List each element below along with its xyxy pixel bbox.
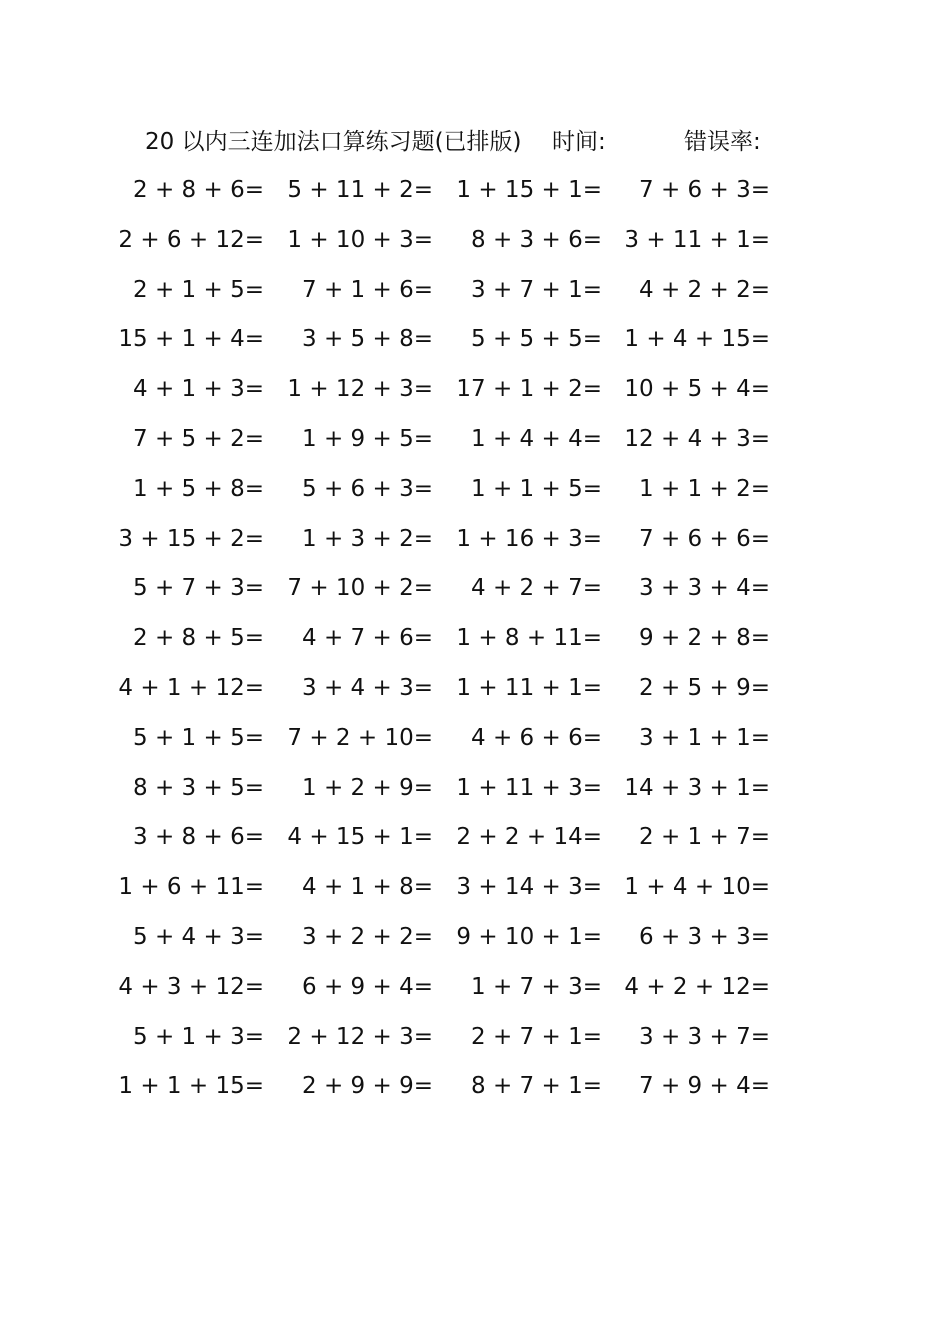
problem-cell: 4 + 1 + 12= (118, 674, 264, 701)
problem-cell: 10 + 5 + 4= (624, 376, 770, 403)
problem-cell: 7 + 2 + 10= (287, 724, 433, 751)
problem-cell: 3 + 3 + 7= (639, 1023, 770, 1050)
problem-cell: 1 + 1 + 2= (639, 475, 770, 502)
problem-cell: 1 + 6 + 11= (118, 874, 264, 901)
problem-row (0, 913, 950, 963)
problem-cell: 5 + 1 + 3= (133, 1023, 264, 1050)
problem-cell: 2 + 1 + 5= (133, 276, 264, 303)
time-label: 时间: (552, 129, 606, 155)
problem-cell: 7 + 10 + 2= (287, 575, 433, 602)
problem-cell: 2 + 7 + 1= (471, 1023, 602, 1050)
problem-cell: 6 + 9 + 4= (302, 973, 433, 1000)
problem-cell: 1 + 1 + 5= (471, 475, 602, 502)
problem-row (0, 564, 950, 614)
problem-cell: 4 + 6 + 6= (471, 724, 602, 751)
problem-cell: 8 + 3 + 6= (471, 226, 602, 253)
problem-cell: 2 + 1 + 7= (639, 824, 770, 851)
problem-cell: 1 + 9 + 5= (302, 425, 433, 452)
problem-cell: 5 + 1 + 5= (133, 724, 264, 751)
problem-cell: 5 + 4 + 3= (133, 923, 264, 950)
problem-cell: 9 + 10 + 1= (456, 923, 602, 950)
problem-cell: 4 + 15 + 1= (287, 824, 433, 851)
problem-cell: 4 + 3 + 12= (118, 973, 264, 1000)
problem-cell: 1 + 4 + 4= (471, 425, 602, 452)
problem-cell: 3 + 11 + 1= (624, 226, 770, 253)
problem-row (0, 166, 950, 216)
problem-cell: 2 + 12 + 3= (287, 1023, 433, 1050)
problem-cell: 3 + 7 + 1= (471, 276, 602, 303)
problem-cell: 12 + 4 + 3= (624, 425, 770, 452)
problem-cell: 7 + 1 + 6= (302, 276, 433, 303)
problem-cell: 7 + 5 + 2= (133, 425, 264, 452)
problem-cell: 4 + 1 + 3= (133, 376, 264, 403)
problem-cell: 7 + 6 + 3= (639, 177, 770, 203)
problem-cell: 3 + 15 + 2= (118, 525, 264, 552)
problem-cell: 5 + 11 + 2= (287, 177, 433, 203)
problem-cell: 3 + 1 + 1= (639, 724, 770, 751)
problem-row (0, 813, 950, 863)
problem-cell: 4 + 1 + 8= (302, 874, 433, 901)
problem-cell: 2 + 5 + 9= (639, 674, 770, 701)
problem-cell: 1 + 16 + 3= (456, 525, 602, 552)
problem-cell: 5 + 7 + 3= (133, 575, 264, 602)
problem-cell: 1 + 7 + 3= (471, 973, 602, 1000)
problem-cell: 2 + 6 + 12= (118, 226, 264, 253)
problem-row (0, 415, 950, 465)
problem-cell: 1 + 12 + 3= (287, 376, 433, 403)
problem-row (0, 714, 950, 764)
page-title: 20 以内三连加法口算练习题(已排版) (145, 129, 522, 155)
problem-cell: 17 + 1 + 2= (456, 376, 602, 403)
problem-cell: 1 + 10 + 3= (287, 226, 433, 253)
problem-cell: 3 + 5 + 8= (302, 326, 433, 353)
problem-cell: 3 + 2 + 2= (302, 923, 433, 950)
problem-cell: 8 + 7 + 1= (471, 1073, 602, 1100)
problem-cell: 2 + 8 + 5= (133, 625, 264, 652)
problem-cell: 5 + 5 + 5= (471, 326, 602, 353)
problem-cell: 1 + 8 + 11= (456, 625, 602, 652)
problem-row (0, 764, 950, 814)
problem-cell: 6 + 3 + 3= (639, 923, 770, 950)
problem-cell: 4 + 2 + 7= (471, 575, 602, 602)
problem-cell: 15 + 1 + 4= (118, 326, 264, 353)
problem-cell: 2 + 2 + 14= (456, 824, 602, 851)
problem-row (0, 1062, 950, 1112)
problem-row (0, 515, 950, 565)
problem-cell: 3 + 8 + 6= (133, 824, 264, 851)
problem-row (0, 863, 950, 913)
problem-cell: 2 + 8 + 6= (133, 177, 264, 203)
problem-cell: 4 + 2 + 2= (639, 276, 770, 303)
problem-cell: 8 + 3 + 5= (133, 774, 264, 801)
problem-cell: 14 + 3 + 1= (624, 774, 770, 801)
problem-cell: 4 + 7 + 6= (302, 625, 433, 652)
problem-cell: 7 + 6 + 6= (639, 525, 770, 552)
problem-cell: 1 + 2 + 9= (302, 774, 433, 801)
problem-cell: 9 + 2 + 8= (639, 625, 770, 652)
problem-cell: 1 + 15 + 1= (456, 177, 602, 203)
problem-cell: 3 + 14 + 3= (456, 874, 602, 901)
problem-cell: 1 + 1 + 15= (118, 1073, 264, 1100)
problem-row (0, 614, 950, 664)
problem-cell: 1 + 11 + 3= (456, 774, 602, 801)
problem-row (0, 963, 950, 1013)
worksheet-header (0, 124, 950, 160)
problem-grid (0, 166, 950, 1112)
problem-cell: 1 + 11 + 1= (456, 674, 602, 701)
problem-cell: 1 + 3 + 2= (302, 525, 433, 552)
problem-row (0, 664, 950, 714)
problem-row (0, 216, 950, 266)
problem-row (0, 465, 950, 515)
problem-row (0, 365, 950, 415)
problem-cell: 5 + 6 + 3= (302, 475, 433, 502)
problem-row (0, 315, 950, 365)
error-rate-label: 错误率: (684, 129, 761, 155)
problem-cell: 7 + 9 + 4= (639, 1073, 770, 1100)
problem-cell: 1 + 4 + 15= (624, 326, 770, 353)
problem-cell: 1 + 5 + 8= (133, 475, 264, 502)
problem-cell: 4 + 2 + 12= (624, 973, 770, 1000)
problem-row (0, 1013, 950, 1063)
problem-cell: 3 + 3 + 4= (639, 575, 770, 602)
problem-cell: 2 + 9 + 9= (302, 1073, 433, 1100)
problem-row (0, 266, 950, 316)
problem-cell: 3 + 4 + 3= (302, 674, 433, 701)
problem-cell: 1 + 4 + 10= (624, 874, 770, 901)
